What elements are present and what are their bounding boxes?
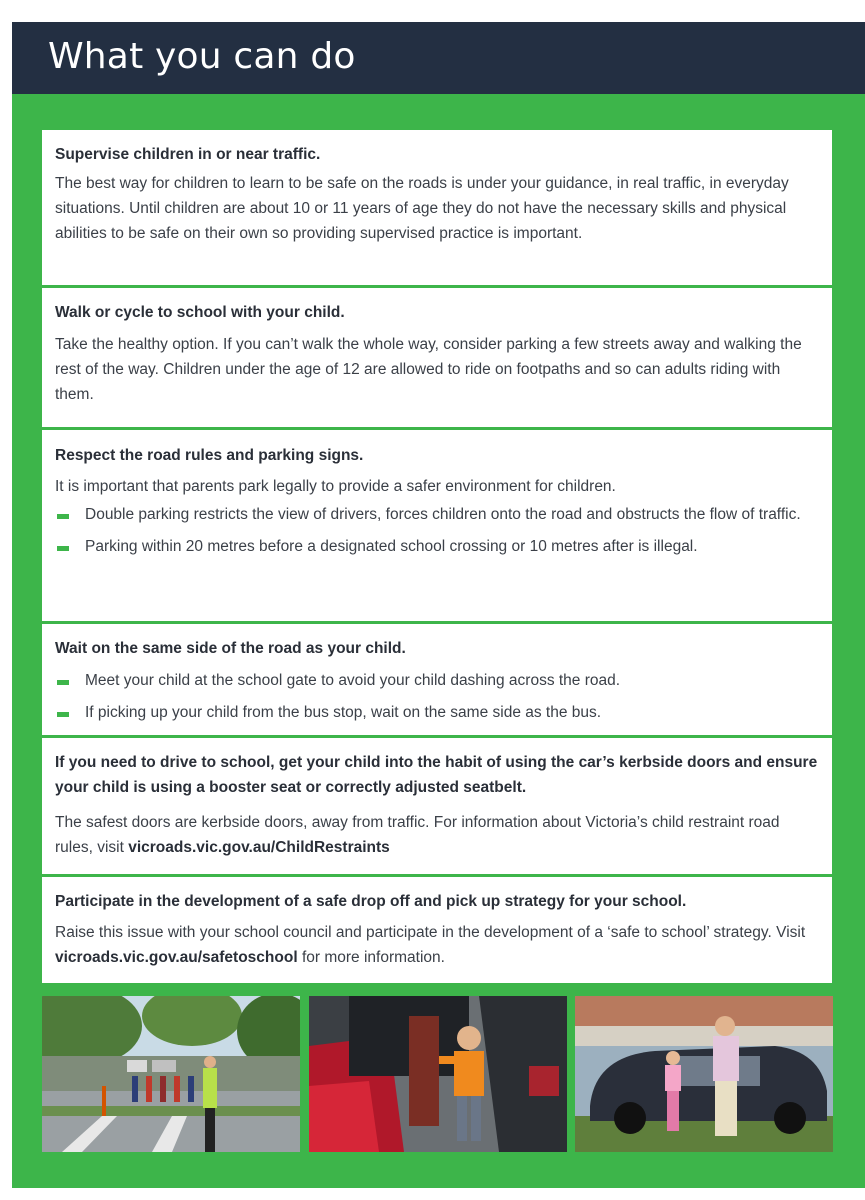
bullet-marker-icon [57, 680, 69, 685]
list-item [55, 700, 819, 725]
bullet-marker-icon [57, 514, 69, 519]
page-title: What you can do [48, 36, 356, 77]
child-restraints-link[interactable]: vicroads.vic.gov.au/ChildRestraints [128, 839, 390, 856]
list-item [55, 534, 819, 559]
bullet-list [55, 668, 819, 725]
section-heading: Respect the road rules and parking signs. [55, 447, 364, 464]
child-car-illustration [309, 996, 567, 1152]
school-crossing-illustration [42, 996, 300, 1152]
section-card [42, 130, 832, 285]
section-heading: Participate in the development of a safe drop off and pick up strategy for your school. [55, 893, 687, 910]
bullet-marker-icon [57, 546, 69, 551]
list-item-text: Parking within 20 metres before a designated school crossing or 10 metres after is illegal. [85, 538, 698, 555]
section-heading: If you need to drive to school, get your child into the habit of using the car’s kerbside doors and ensure your child is using a booster seat or correctly adjusted seatbelt. [55, 754, 818, 796]
section-heading: Wait on the same side of the road as your child. [55, 640, 406, 657]
section-paragraph [55, 810, 819, 860]
section-paragraph: Take the healthy option. If you can’t walk the whole way, consider parking a few streets away and walking the rest of the way. Children under the age of 12 are allowed to ride on footpaths and so can adults riding with them. [55, 336, 802, 403]
bullet-marker-icon [57, 712, 69, 717]
paragraph-text: The safest doors are kerbside doors, away from traffic. For information about Victoria’s child restraint road rules, visit [55, 814, 780, 856]
list-item-text: Double parking restricts the view of drivers, forces children onto the road and obstructs the flow of traffic. [85, 506, 801, 523]
bullet-list [55, 502, 819, 559]
page-header [12, 22, 865, 94]
section-paragraph: It is important that parents park legally to provide a safer environment for children. [55, 478, 616, 495]
section-paragraph: The best way for children to learn to be safe on the roads is under your guidance, in real traffic, in everyday situations. Until children are about 10 or 11 years of age they do not have the necessary skills and physical abilities to be safe on their own so providing supervised practice is important. [55, 175, 789, 242]
list-item-text: If picking up your child from the bus stop, wait on the same side as the bus. [85, 704, 602, 721]
section-card [42, 877, 832, 983]
paragraph-text-suffix: for more information. [297, 949, 445, 966]
list-item-text: Meet your child at the school gate to avoid your child dashing across the road. [85, 672, 621, 689]
section-card [42, 288, 832, 427]
section-card [42, 738, 832, 874]
kerbside-car-illustration [575, 996, 833, 1152]
section-heading: Supervise children in or near traffic. [55, 146, 321, 163]
section-heading: Walk or cycle to school with your child. [55, 304, 345, 321]
girl-kerbside-car-photo [575, 996, 833, 1152]
content-panel [12, 94, 865, 1188]
child-exiting-car-photo [309, 996, 567, 1152]
school-crossing-photo [42, 996, 300, 1152]
section-card [42, 430, 832, 621]
safe-to-school-link[interactable]: vicroads.vic.gov.au/safetoschool [55, 949, 298, 966]
section-card [42, 624, 832, 735]
paragraph-text: Raise this issue with your school council and participate in the development of a ‘safe to school’ strategy. Visit [55, 924, 806, 941]
section-paragraph [55, 920, 819, 970]
list-item [55, 502, 819, 527]
list-item [55, 668, 819, 693]
